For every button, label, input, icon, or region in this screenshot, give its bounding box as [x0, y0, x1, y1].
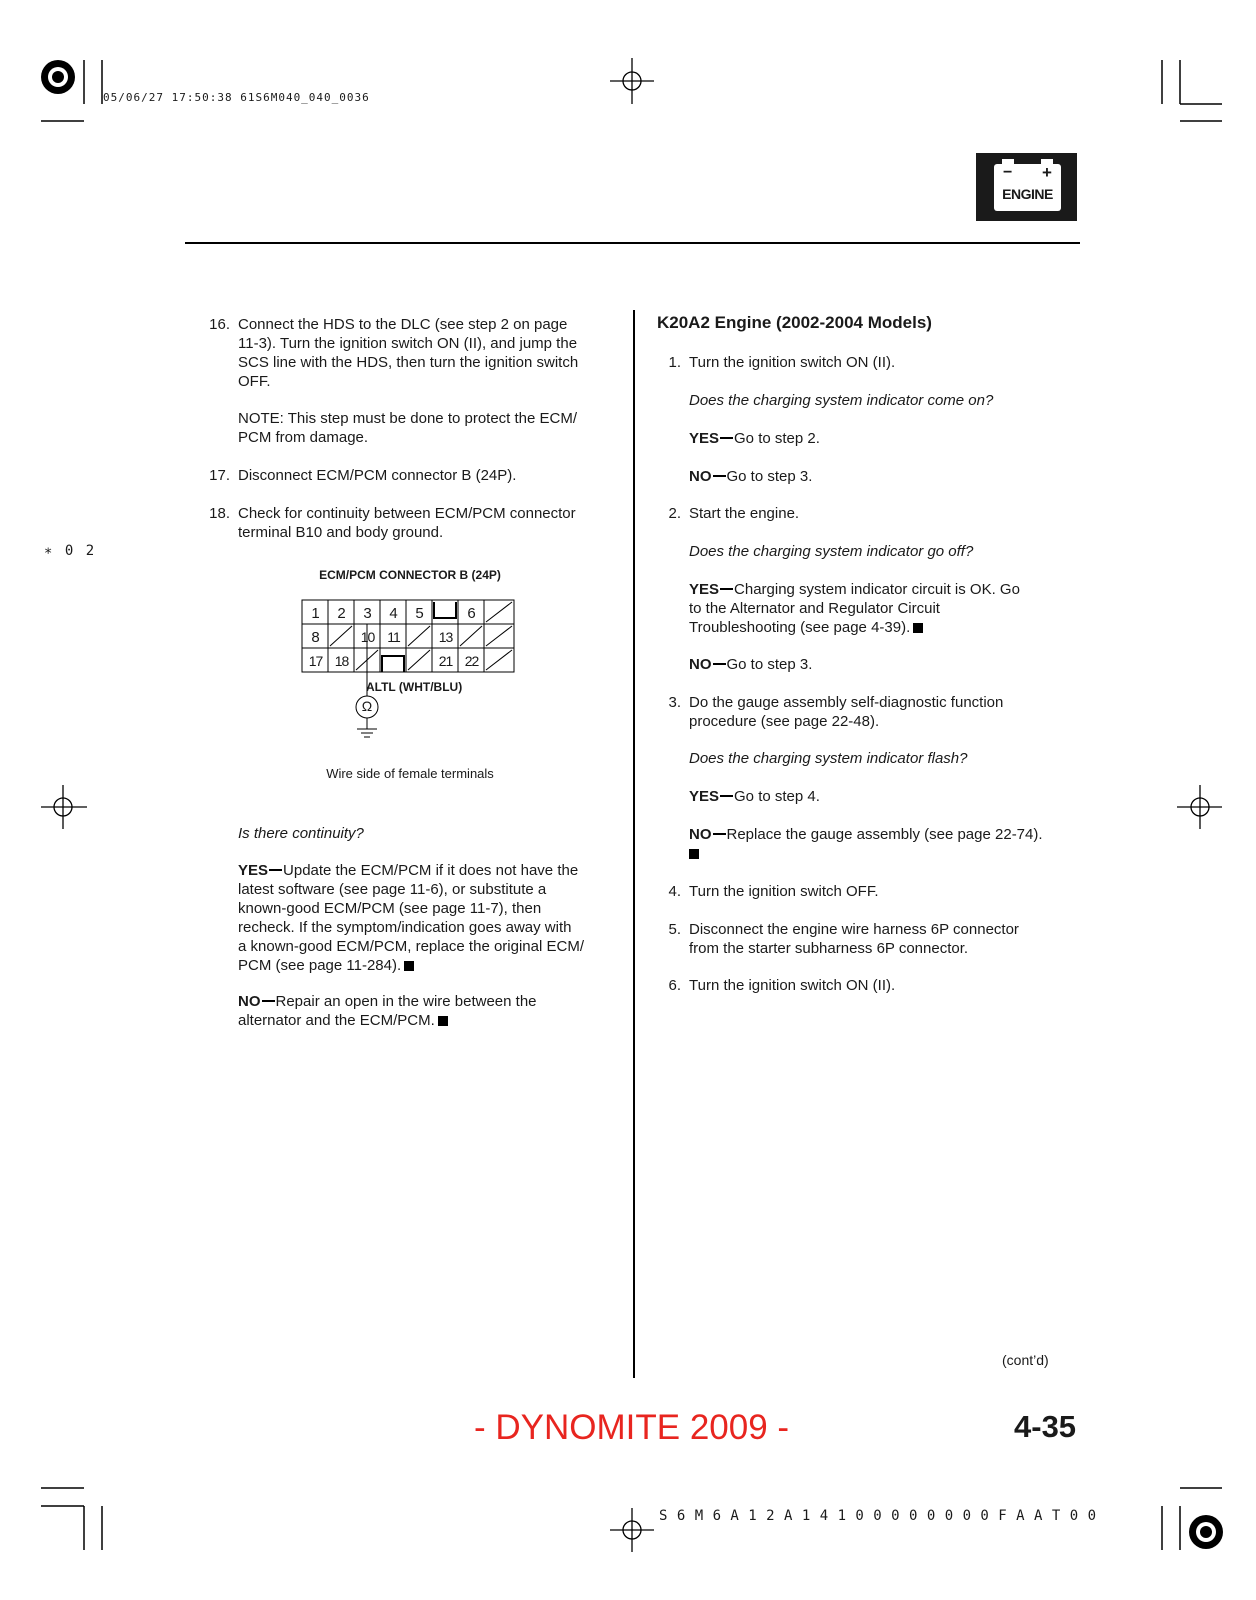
step-number: 5.: [668, 921, 681, 938]
q1-yes: [689, 429, 820, 448]
continuity-yes: [238, 861, 618, 975]
step-text: Disconnect ECM/PCM connector B (24P).: [238, 467, 517, 484]
step-number: 17.: [209, 467, 230, 484]
q3-yes: [689, 787, 820, 806]
step-number: 1.: [668, 354, 681, 371]
text-line: [689, 825, 1079, 844]
em-dash: [262, 1000, 275, 1002]
crosshair-bottom-center: [610, 1508, 654, 1552]
section-heading: K20A2 Engine (2002-2004 Models): [657, 313, 932, 332]
step-number: 3.: [668, 694, 681, 711]
terminal-13: 13: [438, 629, 453, 645]
q3-no: [689, 825, 1079, 863]
print-job-line: 05/06/27 17:50:38 61S6M040_040_0036: [103, 91, 370, 104]
step-number: 2.: [668, 505, 681, 522]
text-end: alternator and the ECM/PCM.: [238, 1012, 435, 1029]
yes-label: YES: [689, 581, 720, 598]
text-line: Disconnect the engine wire harness 6P connector: [689, 921, 1019, 938]
diagram-caption: Wire side of female terminals: [326, 766, 494, 781]
em-dash: [713, 833, 726, 835]
text-line: SCS line with the HDS, then turn the ignition switch: [238, 354, 579, 371]
engine-badge-label: ENGINE: [1002, 186, 1053, 202]
question-3: Does the charging system indicator flash?: [689, 750, 968, 767]
terminal-3: 3: [363, 605, 372, 622]
target-bottom-right: [1189, 1515, 1223, 1549]
terminal-21: 21: [438, 653, 453, 669]
no-label: NO: [238, 993, 261, 1010]
text-end: Troubleshooting (see page 4-39).: [689, 619, 911, 636]
end-square-icon: [404, 961, 414, 971]
question-1: Does the charging system indicator come on?: [689, 392, 994, 409]
text-line: terminal B10 and body ground.: [238, 524, 444, 541]
text-line: [689, 618, 1069, 637]
crop-mark-bottom-left: [41, 1488, 102, 1550]
q2-no: [689, 655, 812, 674]
side-mark: ∗ 0 2: [44, 543, 97, 559]
yes-label: YES: [238, 862, 269, 879]
terminal-4: 4: [389, 605, 398, 622]
no-text: Repair an open in the wire between the: [275, 993, 537, 1010]
continuity-no: [238, 992, 618, 1030]
terminal-8: 8: [311, 629, 320, 646]
text-line: latest software (see page 11-6), or substitute a: [238, 881, 547, 898]
step-number: 6.: [668, 977, 681, 994]
step-number: 4.: [668, 883, 681, 900]
no-label: NO: [689, 656, 712, 673]
crosshair-left: [41, 785, 87, 829]
wire-label: ALTL (WHT/BLU): [366, 680, 463, 694]
step-text: Turn the ignition switch ON (II).: [689, 354, 896, 371]
terminal-11: 11: [387, 629, 400, 645]
terminal-17: 17: [308, 653, 323, 669]
end-square-icon: [913, 623, 923, 633]
connector-title: ECM/PCM CONNECTOR B (24P): [319, 568, 501, 582]
text-line: from the starter subharness 6P connector.: [689, 940, 969, 957]
em-dash: [269, 869, 282, 871]
crosshair-right: [1177, 785, 1222, 829]
text-line: [238, 956, 618, 975]
yes-text: Go to step 4.: [734, 788, 820, 805]
em-dash: [720, 588, 733, 590]
continued-note: (cont’d): [1002, 1352, 1049, 1368]
text-line: PCM from damage.: [238, 429, 369, 446]
yes-label: YES: [689, 430, 720, 447]
text-line: recheck. If the symptom/indication goes away with: [238, 919, 572, 936]
terminal-22: 22: [464, 653, 479, 669]
terminal-10: 10: [360, 629, 375, 645]
step-number: 16.: [209, 316, 230, 333]
text-line: [238, 1011, 618, 1030]
yes-text: Update the ECM/PCM if it does not have the: [283, 862, 579, 879]
text-line: Check for continuity between ECM/PCM connector: [238, 505, 576, 522]
terminal-18: 18: [334, 653, 349, 669]
step-text: Turn the ignition switch ON (II).: [689, 977, 896, 994]
em-dash: [720, 795, 733, 797]
terminal-1: 1: [311, 605, 320, 622]
no-label: NO: [689, 826, 712, 843]
continuity-question: Is there continuity?: [238, 825, 364, 842]
plus-symbol: +: [1042, 163, 1052, 182]
engine-badge: [976, 153, 1077, 221]
battery-icon: [994, 164, 1061, 211]
target-top-left: [41, 60, 75, 94]
text-line: [238, 861, 618, 880]
minus-symbol: −: [1003, 164, 1013, 181]
yes-text: Charging system indicator circuit is OK. Go: [734, 581, 1020, 598]
step-16-note: [238, 409, 577, 447]
column-divider: [633, 310, 635, 1378]
step-text: Start the engine.: [689, 505, 800, 522]
text-line: [689, 580, 1069, 599]
footer-code: S 6 M 6 A 1 2 A 1 4 1 0 0 0 0 0 0 0 0 F A A T 0 0: [659, 1508, 1097, 1524]
step-text: [238, 504, 576, 542]
yes-text: Go to step 2.: [734, 430, 820, 447]
no-text: Go to step 3.: [726, 656, 813, 673]
step-text: [238, 315, 578, 391]
no-text: Replace the gauge assembly (see page 22-74).: [726, 826, 1043, 843]
step-number: 18.: [209, 505, 230, 522]
watermark: - DYNOMITE 2009 -: [474, 1408, 790, 1447]
terminal-2: 2: [337, 605, 346, 622]
q2-yes: [689, 580, 1069, 637]
text-line: Do the gauge assembly self-diagnostic function: [689, 694, 1004, 711]
ohmmeter-icon: Ω: [361, 698, 373, 714]
text-line: [689, 844, 1079, 863]
em-dash: [720, 437, 733, 439]
end-square-icon: [438, 1016, 448, 1026]
text-line: [238, 992, 618, 1011]
em-dash: [713, 475, 726, 477]
question-2: Does the charging system indicator go off?: [689, 543, 974, 560]
text-end: PCM (see page 11-284).: [238, 957, 402, 974]
connector-diagram: [300, 568, 520, 781]
step-text: [689, 920, 1019, 958]
text-line: OFF.: [238, 373, 271, 390]
header-rule: [185, 242, 1080, 244]
crosshair-top-center: [610, 58, 654, 104]
terminal-5: 5: [415, 605, 424, 622]
text-line: 11-3). Turn the ignition switch ON (II), and jump the: [238, 335, 578, 352]
no-text: Go to step 3.: [726, 468, 813, 485]
step-text: [689, 693, 1003, 731]
text-line: known-good ECM/PCM (see page 11-7), then: [238, 900, 542, 917]
crop-mark-top-right: [1162, 60, 1222, 121]
yes-label: YES: [689, 788, 720, 805]
q1-no: [689, 467, 812, 486]
em-dash: [713, 663, 726, 665]
end-square-icon: [689, 849, 699, 859]
text-line: NOTE: This step must be done to protect the ECM/: [238, 410, 578, 427]
step-text: Turn the ignition switch OFF.: [689, 883, 879, 900]
text-line: a known-good ECM/PCM, replace the original ECM/: [238, 938, 584, 955]
text-line: Connect the HDS to the DLC (see step 2 on page: [238, 316, 568, 333]
text-line: procedure (see page 22-48).: [689, 713, 880, 730]
page-number: 4-35: [1014, 1409, 1077, 1444]
terminal-6: 6: [467, 605, 476, 622]
no-label: NO: [689, 468, 712, 485]
text-line: to the Alternator and Regulator Circuit: [689, 600, 940, 617]
